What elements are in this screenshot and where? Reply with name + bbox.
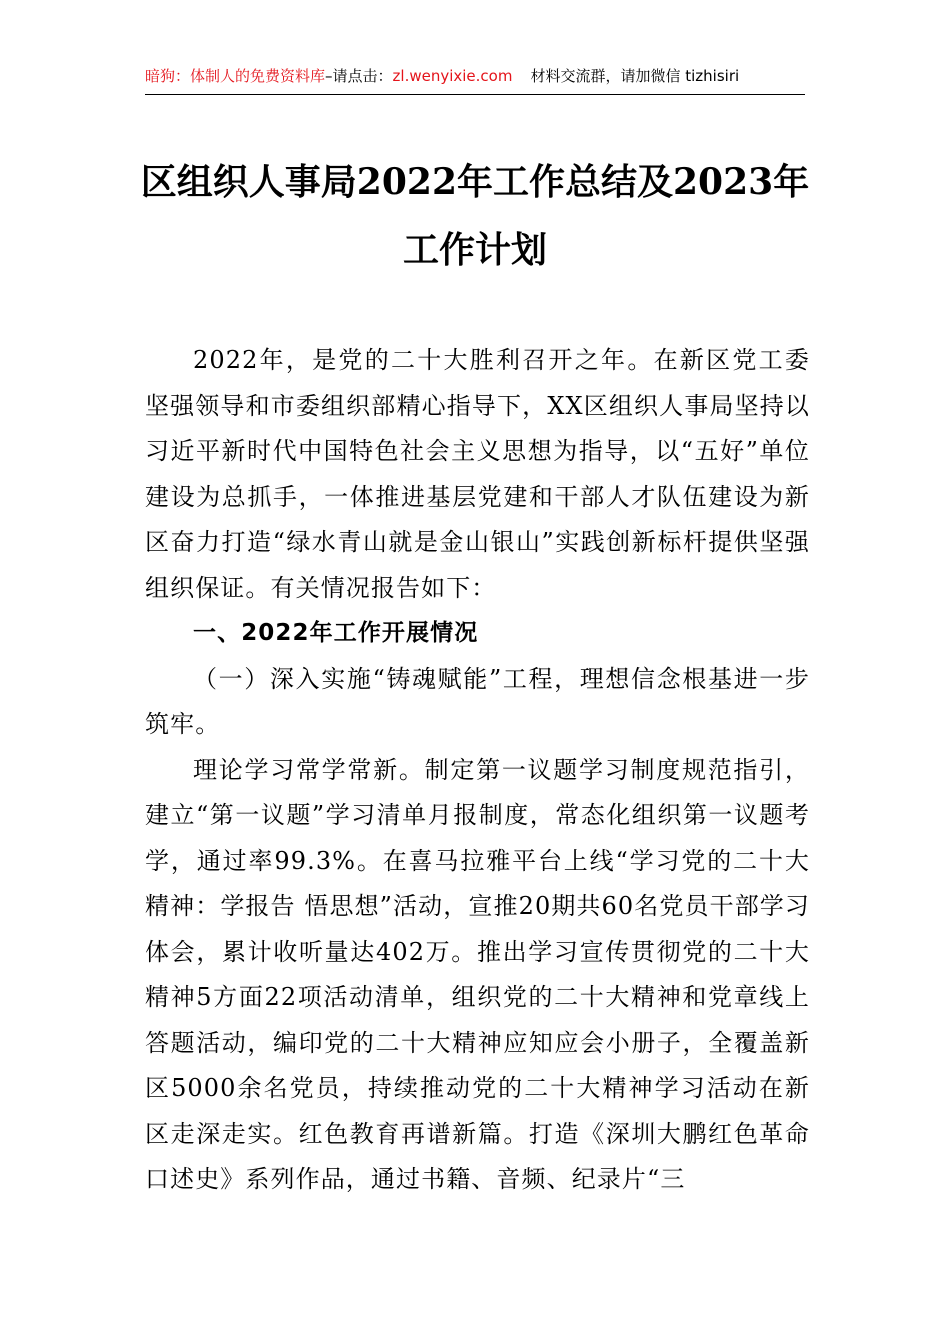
header-click-prompt: –请点击： (325, 67, 393, 85)
header-link[interactable]: zl.wenyixie.com (392, 67, 513, 85)
body-paragraph: 理论学习常学常新。制定第一议题学习制度规范指引，建立“第一议题”学习清单月报制度，常态化组织第一议题考学，通过率99.3%。在喜马拉雅平台上线“学习党的二十大精神：学报告 悟思想”活动，宣推20期共60名党员干部学习体会，累计收听量达402万。推出学习宣传贯彻党的二十大精神5方面22项活动清单，组织党的二十大精神和党章线上答题活动，编印党的二十大精神应知应会小册子，全覆盖新区5000余名党员，持续推动党的二十大精神学习活动在新区走深走实。红色教育再谱新篇。打造《深圳大鹏红色革命口述史》系列作品，通过书籍、音频、纪录片“三 (145, 755, 810, 1193)
subsection-heading: （一）深入实施“铸魂赋能”工程，理想信念根基进一步筑牢。 (145, 664, 810, 738)
intro-paragraph: 2022年，是党的二十大胜利召开之年。在新区党工委坚强领导和市委组织部精心指导下，XX区组织人事局坚持以习近平新时代中国特色社会主义思想为指导，以“五好”单位建设为总抓手，一体推进基层党建和干部人才队伍建设为新区奋力打造“绿水青山就是金山银山”实践创新标杆提供坚强组织保证。有关情况报告如下： (145, 346, 810, 602)
header-wechat-note: 材料交流群，请加微信 tizhisiri (530, 67, 740, 85)
document-title: 区组织人事局2022年工作总结及2023年工作计划 (140, 161, 810, 271)
document-body (145, 338, 810, 1203)
section-heading: 一、2022年工作开展情况 (193, 620, 479, 646)
document-header (145, 62, 805, 95)
header-source-label: 暗狗：体制人的免费资料库 (145, 67, 326, 85)
